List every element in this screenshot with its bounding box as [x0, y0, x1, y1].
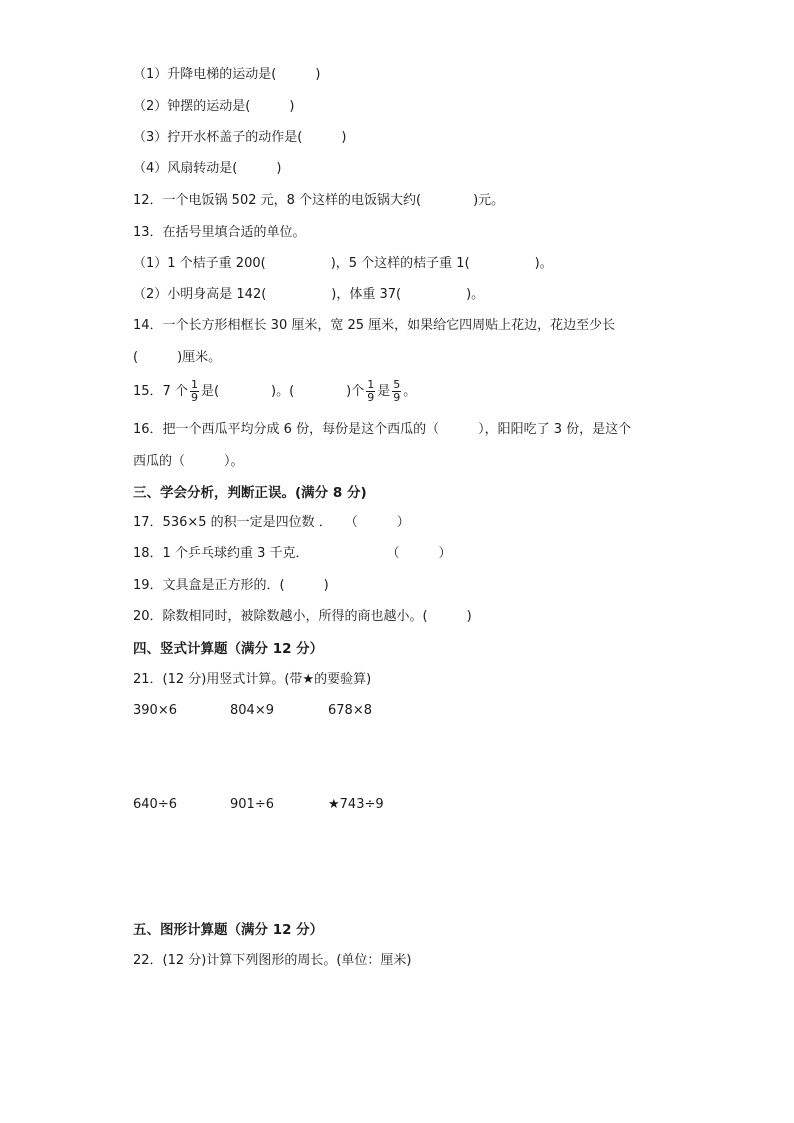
calc-item: 804×9: [230, 703, 274, 718]
calc-item: 901÷6: [230, 797, 274, 812]
q13-item-2: （2）小明身高是 142( )，体重 37( )。: [133, 287, 485, 302]
question-17: 17．536×5 的积一定是四位数 ． （ ）: [133, 515, 410, 530]
question-16-line-1: 16．把一个西瓜平均分成 6 份，每份是这个西瓜的（ ），阳阳吃了 3 份，是这个: [133, 422, 632, 437]
question-22: 22．(12 分)计算下列图形的周长。(单位：厘米): [133, 953, 412, 968]
q11-item-4: （4）风扇转动是( ): [133, 161, 282, 176]
calc-item: 678×8: [328, 703, 372, 718]
fraction-numerator: 5: [393, 378, 401, 391]
q11-item-1: （1）升降电梯的运动是( ): [133, 67, 321, 82]
q11-item-2: （2）钟摆的运动是( ): [133, 99, 295, 114]
fraction-numerator: 1: [190, 378, 198, 391]
section-3-heading: 三、学会分析，判断正误。(满分 8 分): [133, 485, 367, 501]
q15-middle-2: 是: [377, 384, 391, 399]
q15-middle: 是( )。( )个: [200, 384, 365, 399]
fraction-denominator: 9: [367, 391, 375, 404]
question-16-line-2: 西瓜的（ ）。: [133, 454, 244, 469]
section-4-heading: 四、竖式计算题（满分 12 分）: [133, 641, 324, 657]
question-13: 13．在括号里填合适的单位。: [133, 225, 306, 240]
q13-item-1: （1）1 个桔子重 200( )，5 个这样的桔子重 1( )。: [133, 256, 553, 271]
fraction-denominator: 9: [190, 391, 198, 404]
question-15: [133, 379, 416, 404]
fraction-one-ninth: [190, 379, 199, 404]
question-12: 12．一个电饭锅 502 元，8 个这样的电饭锅大约( )元。: [133, 193, 505, 208]
calc-item-starred: ★743÷9: [328, 797, 384, 812]
question-19: 19．文具盒是正方形的．( ): [133, 578, 329, 593]
question-14-line-1: 14．一个长方形相框长 30 厘米，宽 25 厘米，如果给它四周贴上花边，花边至少长: [133, 318, 616, 333]
question-20: 20．除数相同时，被除数越小，所得的商也越小。( ): [133, 609, 472, 624]
question-21: 21．(12 分)用竖式计算。(带★的要验算): [133, 672, 372, 687]
calc-item: 390×6: [133, 703, 177, 718]
q11-item-3: （3）拧开水杯盖子的动作是( ): [133, 130, 347, 145]
question-14-line-2: ( )厘米。: [133, 350, 222, 365]
fraction-numerator: 1: [367, 378, 375, 391]
fraction-denominator: 9: [393, 391, 401, 404]
calc-item: 640÷6: [133, 797, 177, 812]
fraction-five-ninths: [392, 379, 401, 404]
section-5-heading: 五、图形计算题（满分 12 分）: [133, 922, 324, 938]
question-18: 18．1 个乒乓球约重 3 千克． （ ）: [133, 546, 452, 561]
q15-suffix: 。: [403, 384, 417, 399]
fraction-one-ninth-2: [366, 379, 375, 404]
q15-prefix: 15．7 个: [133, 384, 188, 399]
